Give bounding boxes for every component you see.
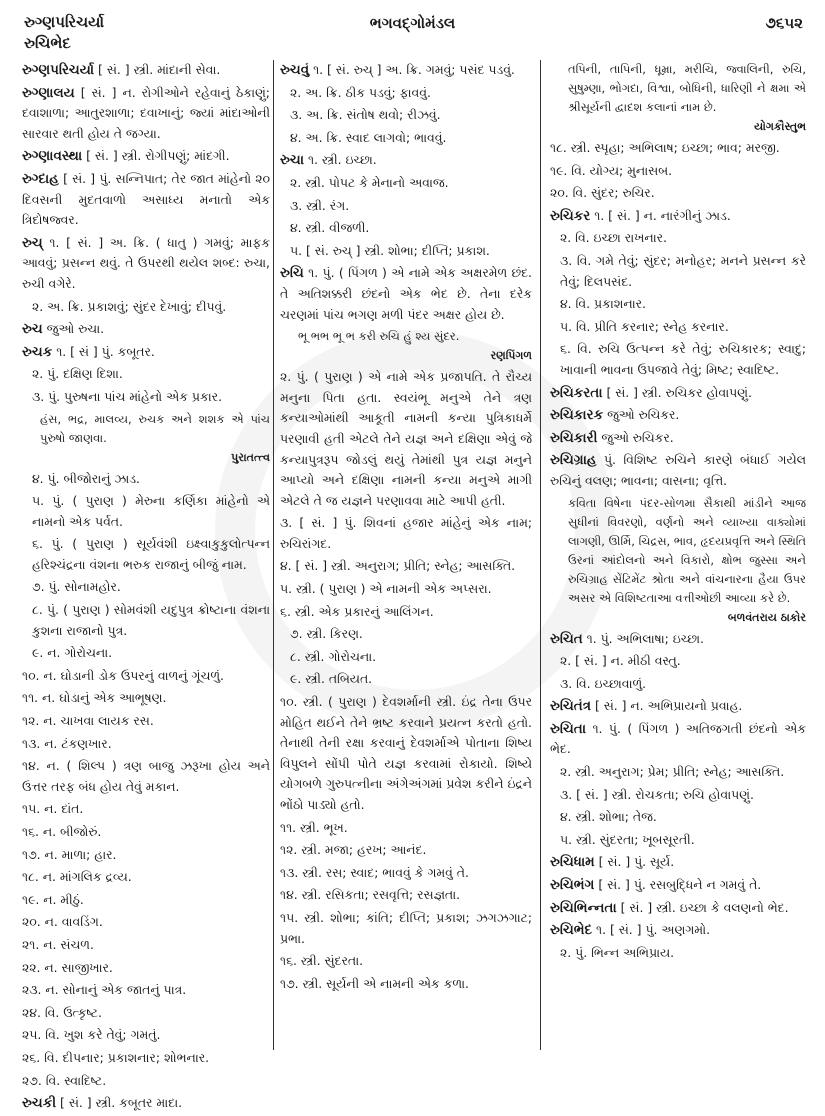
entry-sense <box>22 1048 270 1069</box>
entry-sense <box>22 845 270 866</box>
citation-source: યોગકૌસ્તુભ <box>754 120 806 133</box>
entry-sense <box>550 762 806 783</box>
column-divider <box>540 60 541 1050</box>
entry-sense <box>550 138 806 159</box>
entry-sense <box>280 579 532 600</box>
definition-text: ૧૮. ન. માંગલિક દ્રવ્ય. <box>22 869 132 885</box>
headword: રુચિત <box>550 630 583 647</box>
definition-text: [ સં. ] સ્ત્રી. કબૂતર માદા. <box>60 1095 183 1111</box>
definition-text: ૧. [ સં. ] પું. અણગમો. <box>596 922 711 938</box>
entry-sense <box>280 624 532 645</box>
definition-text: પું. વિશિષ્ટ રુચિને કારણે બંધાઈ ગયેલ રુચિનું વલણ; ભાવના; વાસના; વૃત્તિ. <box>550 452 806 488</box>
definition-text: તપિની, તાપિની, ધૂમ્રા, મરીચિ, જ્વાલિની, રુચિ, સુષુમ્ણા, ભોગદા, વિશ્વા, બોધિની, ધારિણી ને ક્ષમા એ શ્રીસૂર્યની દ્વાદશ કલાનાં નામ છે. <box>568 62 806 114</box>
headword: રુગ્ણાવસ્થા <box>22 148 83 165</box>
entry-sense <box>22 387 270 408</box>
definition-text: ૧૨. ન. ચાખવા લાયક રસ. <box>22 713 154 729</box>
citation-quote <box>550 494 806 627</box>
dictionary-entry <box>22 169 270 231</box>
entry-sense <box>22 577 270 598</box>
dictionary-entry <box>550 719 806 760</box>
entry-sense <box>22 711 270 732</box>
definition-text: ૫. [ સં. રુચ્ ] સ્ત્રી. શોભા; દીપ્તિ; પ્રકાશ. <box>290 242 490 258</box>
entry-sense <box>22 867 270 888</box>
definition-text: [ સં. ] સ્ત્રી. ઇચ્છા કે વલણનો ભેદ. <box>620 899 789 915</box>
dictionary-entry <box>550 920 806 941</box>
definition-text: જુઓ રુચા. <box>46 321 105 337</box>
definition-text: [ સં. ] પું. સૂર્ય. <box>598 854 675 870</box>
definition-text: ૪. વિ. પ્રકાશનાર. <box>560 296 646 312</box>
definition-text: જુઓ રુચિકર. <box>607 407 680 423</box>
definition-text: ૧૪. સ્ત્રી. રસિકતા; રસવૃત્તિ; રસજ્ઞતા. <box>280 887 461 903</box>
headword: રુચા <box>280 152 305 169</box>
headword: રુચિગ્રાહ <box>550 452 597 469</box>
definition-text: ૨૦. ન. વાવડિંગ. <box>22 914 103 930</box>
definition-text: ૪. સ્ત્રી. વીજળી. <box>290 220 370 236</box>
definition-text: ૪. સ્ત્રી. શોભા; તેજ. <box>560 809 657 825</box>
headword: રુચિકારી <box>550 429 598 446</box>
definition-text: [ સં. ] સ્ત્રી. રોગીપણું; માંદગી. <box>86 148 230 164</box>
definition-text: ૯. સ્ત્રી. તબિયત. <box>290 671 373 687</box>
dictionary-column-1 <box>22 60 270 1116</box>
definition-text: ૬. સ્ત્રી. એક પ્રકારનું આલિંગન. <box>280 603 434 619</box>
definition-text: ૨૫. વિ. ખુશ કરે તેવું; ગમતું. <box>22 1027 161 1043</box>
entry-sense <box>22 1003 270 1024</box>
definition-text: ૧. પું. અભિલાષા; ઇચ્છા. <box>586 630 704 646</box>
headword: રુચિતા <box>550 720 587 737</box>
entry-sense <box>280 367 532 511</box>
dictionary-entry <box>22 1093 270 1114</box>
guide-word-last: રુચિભેદ <box>24 34 71 52</box>
entry-sense <box>280 908 532 949</box>
citation-quote <box>22 410 270 467</box>
definition-text: ૨૨. ન. સાજીખાર. <box>22 959 113 975</box>
definition-text: ૧૦. ન. ઘોડાની ડોક ઉપરનું વાળનું ગૂંચળું. <box>22 667 224 683</box>
definition-text: ૨૭. વિ. સ્વાદિષ્ટ. <box>22 1072 107 1088</box>
definition-text: ૨. પું. ( પુરાણ ) એ નામે એક પ્રજાપતિ. તે રૌચ્ય મનુના પિતા હતા. સ્વયંભૂ મનુએ તેને ત્રણ કન્યાઓમાંથી આકૂતી નામની કન્યા પુત્રિકાધર્મે પરણાવી હતી એટલે તેને યજ્ઞ અને દક્ષિણા એવું જે કન્યાપુત્રરૂપ જોડલું થયું તેમાંથી પુત્ર યજ્ઞ મનુને આપ્યો અને દક્ષિણા નામની કન્યા મનુએ માગી એટલે તે જ યજ્ઞને પરણાવવા માટે આપી હતી. <box>280 369 532 508</box>
entry-sense <box>22 799 270 820</box>
citation-quote <box>280 327 532 365</box>
dictionary-entry <box>22 342 270 363</box>
headword: રુચિભેદ <box>550 922 593 939</box>
definition-text: ૧. [ સં. ] અ. ક્રિ. ( ધાતુ ) ગમવું; માફક આવવું; પ્રસન્ન થવું. તે ઉપરથી થયેલ શબ્દ: રુચા, રુચી વગેરે. <box>22 234 270 291</box>
headword: રુચિકર <box>550 207 591 224</box>
definition-text: ૧. [ સં. ] ન. નારંગીનું ઝાડ. <box>594 207 731 223</box>
definition-text: ૧૯. ન. મીઠું. <box>22 891 84 907</box>
entry-sense <box>280 128 532 149</box>
book-title: ભગવદ્ગોમંડલ <box>369 14 456 32</box>
dictionary-entry <box>550 206 806 227</box>
headword: રુચ્ <box>22 234 43 251</box>
definition-text: ૧૮. સ્ત્રી. સ્પૃહા; અભિલાષ; ઇચ્છા; ભાવ; મરજી. <box>550 140 780 155</box>
definition-text: ૧. [ સં. રુચ્ ] અ. ક્રિ. ગમવું; પસંદ પડવું. <box>313 62 515 77</box>
entry-sense <box>22 600 270 641</box>
entry-sense <box>280 83 532 104</box>
definition-text: ૧. સ્ત્રી. ઇચ્છા. <box>307 152 377 168</box>
citation-source: પુરાતત્ત્વ <box>231 450 270 464</box>
entry-sense <box>280 692 532 816</box>
definition-text: ૧૫. ન. દાંત. <box>22 801 84 817</box>
dictionary-entry <box>550 875 806 896</box>
entry-sense <box>550 651 806 672</box>
dictionary-entry <box>550 898 806 919</box>
entry-sense <box>280 196 532 217</box>
definition-text: ૨. અ. ક્રિ. પ્રકાશવું; સુંદર દેખાવું; દીપવું. <box>32 298 227 314</box>
definition-text: કવિતા વિષેના પંદર-સોળમા સૈકાથી માંડીને આજ સુધીનાં વિવરણો, વર્ણનો અને વ્યાખ્યા વાક્યોમાં લાગણી, ઊર્મિ, ચિદ્રસ, ભાવ, હૃદયપ્રવૃત્તિ અને સ્થિતિ ઉરનાં આંદોલનો અને વિકારો, ક્ષોભ જુસ્સા અને રુચિગ્રાહ સેંટિમેંટ શ્રોતા અને વાંચનારના હૈયા ઉપર અસર એ વિશિષ્ટતાઆ વત્તીઓછી આવ્યા કરે છે. <box>568 495 806 605</box>
entry-sense <box>280 863 532 884</box>
definition-text: ૧૦. સ્ત્રી. ( પુરાણ ) દેવશર્માની સ્ત્રી. ઇંદ્ર તેના ઉપર મોહિત થઈને તેને ભ્રષ્ટ કરવાને પ્રયત્ન કરતો હતો. તેનાથી તેની રક્ષા કરવાનું દેવશર્માએ પોતાના શિષ્ય વિપુલને સોંપી પોતે યજ્ઞ કરવામાં રોકાયો. શિષ્યે યોગબળે ગુરુપત્નીના અંગેઅંગમાં પ્રવેશ કરીને ઇંદ્રને ભોંઠો પાડ્યો હતો. <box>280 694 532 812</box>
entry-sense <box>550 339 806 380</box>
headword: રુગ્ણપરિચર્યા <box>22 62 95 78</box>
dictionary-entry <box>550 405 806 426</box>
definition-text: [ સં. ] ન. રોગીઓને રહેવાનું ઠેકાણું; દવાશાળા; આતુરશાળા; દવાખાનું; જ્યાં માંદાઓની સારવાર થતી હોય તે જગ્યા. <box>22 84 270 141</box>
entry-sense <box>22 491 270 532</box>
definition-text: ૫. વિ. પ્રીતિ કરનાર; સ્નેહ કરનાર. <box>560 318 729 334</box>
definition-text: ૨. અ. ક્રિ. ઠીક પડવું; ફાવવું. <box>290 84 431 100</box>
dictionary-entry <box>280 60 532 81</box>
entry-sense <box>22 958 270 979</box>
entry-sense <box>22 469 270 490</box>
entry-sense <box>550 161 806 182</box>
definition-text: ૩. વિ. ગમે તેવું; સુંદર; મનોહર; મનને પ્રસન્ન કરે તેવું; દિલપસંદ. <box>560 252 806 289</box>
definition-text: ૮. સ્ત્રી. ગોરોચના. <box>290 648 377 664</box>
definition-text: ૧૩. સ્ત્રી. રસ; સ્વાદ; ભાવવું કે ગમવું તે. <box>280 864 469 880</box>
dictionary-entry <box>22 146 270 167</box>
entry-sense <box>550 785 806 806</box>
dictionary-entry <box>550 383 806 404</box>
definition-text: [ સં. ] ન. અભિપ્રાયનો પ્રવાહ. <box>594 698 743 714</box>
definition-text: ૧૯. વિ. યોગ્ય; મુનાસબ. <box>550 162 673 178</box>
definition-text: ૩. [ સં. ] પું. શિવનાં હજાર માંહેનું એક નામ; રુચિરાંગદ. <box>280 515 532 551</box>
entry-sense <box>22 666 270 687</box>
entry-sense <box>280 669 532 690</box>
citation-source: બળવંતરાય ઠાકોર <box>727 610 806 624</box>
definition-text: ૧૪. ન. ( શિલ્પ ) ત્રણ બાજુ ઝરૂખા હોય અને ઉત્તર તરફ બંધ હોય તેવું મકાન. <box>22 758 270 794</box>
definition-text: ૬. પું. ( પુરાણ ) સૂર્યવંશી ઇક્ષ્વાકુકુલોત્પન્ન હરિશ્ચંદ્રના વંશના ભરુક રાજાનું બીજું નામ. <box>32 536 270 572</box>
definition-text: [ સં. ] સ્ત્રી. રુચિકર હોવાપણું. <box>606 384 752 400</box>
dictionary-entry <box>22 233 270 295</box>
entry-sense <box>22 643 270 664</box>
entry-sense <box>22 1025 270 1046</box>
definition-text: [ સં. ] પું. સન્નિપાત; તેર જાત માંહેનો ૨૦ દિવસની મુદતવાળો અસાધ્ય મનાતો એક ત્રિદોષજ્વર. <box>22 170 270 228</box>
definition-text: [ સં. ] સ્ત્રી. માંદાની સેવા. <box>98 62 221 77</box>
entry-sense <box>280 840 532 861</box>
definition-text: ૪. [ સં. ] સ્ત્રી. અનુરાગ; પ્રીતિ; સ્નેહ; આસક્તિ. <box>280 558 516 574</box>
entry-sense <box>280 885 532 906</box>
definition-text: ૧૭. ન. માળા; હાર. <box>22 846 117 862</box>
definition-text: ૯. ન. ગોરોચના. <box>32 645 113 661</box>
entry-sense <box>280 173 532 194</box>
definition-text: ૧૭. સ્ત્રી. સૂર્યની એ નામની એક કળા. <box>280 975 469 991</box>
entry-sense <box>280 818 532 839</box>
definition-text: ૩. અ. ક્રિ. સંતોષ થવો; રીઝવું. <box>290 107 441 123</box>
definition-text: હંસ, ભદ્ર, માલવ્ય, રુચક અને શશક એ પાંચ પુરુષો જાણવા. <box>40 411 270 445</box>
definition-text: ૨. સ્ત્રી. પોપટ કે મેનાનો અવાજ. <box>290 174 449 190</box>
dictionary-entry <box>22 83 270 145</box>
entry-sense <box>280 105 532 126</box>
entry-sense <box>22 688 270 709</box>
headword: રુચિકરતા <box>550 384 603 401</box>
headword: રુગ્ણાલય <box>22 84 75 101</box>
entry-sense <box>280 974 532 995</box>
definition-text: ૧. પું. ( પિંગળ ) એ નામે એક અક્ષરમેળ છંદ. તે અતિશક્કરી છંદનો એક ભેદ છે. તેના દરેક ચરણમાં પાંચ ભગણ મળી પંદર અક્ષર હોય છે. <box>280 265 532 322</box>
definition-text: ૫. પું. ( પુરાણ ) મેરુના કર્ણિકા માંહેનો એ નામનો એક પર્વત. <box>32 493 270 529</box>
definition-text: ૧૨. સ્ત્રી. મજા; હરખ; આનંદ. <box>280 842 427 858</box>
definition-text: ૧૫. સ્ત્રી. શોભા; કાંતિ; દીપ્તિ; પ્રકાશ; ઝગઝગાટ; પ્રભા. <box>280 909 532 946</box>
definition-text: ૨૧. ન. સંચળ. <box>22 936 94 952</box>
definition-text: ૨૩. ન. સોનાનું એક જાતનું પાત્ર. <box>22 982 187 998</box>
entry-sense <box>22 822 270 843</box>
definition-text: ૪. અ. ક્રિ. સ્વાદ લાગવો; ભાવવું. <box>290 129 447 145</box>
citation-quote <box>550 60 806 136</box>
definition-text: ૧૩. ન. ટંકણખાર. <box>22 735 112 751</box>
entry-sense <box>22 534 270 575</box>
definition-text: ભૂ ભભ ભૂ ભ કરી રુચિ હું શ્ય સુંદર. <box>298 329 460 344</box>
definition-text: ૧. પું. ( પિંગળ ) અતિજગતી છંદનો એક ભેદ. <box>550 720 806 757</box>
headword: રુચિ <box>280 265 304 282</box>
definition-text: ૫. સ્ત્રી. સુંદરતા; ખૂબસૂરતી. <box>560 831 695 847</box>
dictionary-column-3 <box>550 60 806 965</box>
headword: રુચિકારક <box>550 407 604 424</box>
entry-sense <box>22 297 270 318</box>
entry-sense <box>280 647 532 668</box>
headword: રુચિધામ <box>550 854 595 871</box>
entry-sense <box>22 734 270 755</box>
dictionary-entry <box>22 60 270 81</box>
definition-text: ૬. વિ. રુચિ ઉત્પન્ન કરે તેવું; રુચિકારક; સ્વાદુ; ખાવાની ભાવના ઉપજાવે તેવું; મિષ્ટ; સ્વાદિષ્ટ. <box>560 341 806 377</box>
entry-sense <box>22 1071 270 1092</box>
headword: રુચકી <box>22 1095 57 1112</box>
headword: રુચ <box>22 321 43 338</box>
dictionary-entry <box>550 629 806 650</box>
definition-text: ૪. પું. બીજોરાનું ઝાડ. <box>32 470 140 486</box>
dictionary-entry <box>550 428 806 449</box>
entry-sense <box>550 251 806 292</box>
entry-sense <box>280 951 532 972</box>
column-divider <box>273 60 274 1050</box>
definition-text: ૧. [ સં ] પું. કબૂતર. <box>56 343 155 359</box>
guide-word-first: રુગ્ણપરિચર્યા <box>24 13 105 31</box>
entry-sense <box>280 218 532 239</box>
entry-sense <box>550 183 806 204</box>
entry-sense <box>22 890 270 911</box>
definition-text: જુઓ રુચિકર. <box>601 429 674 445</box>
dictionary-entry <box>280 150 532 171</box>
citation-source: રણપિંગળ <box>490 349 532 363</box>
definition-text: ૨. [ સં. ] ન. મીઠી વસ્તુ. <box>560 653 681 669</box>
entry-sense <box>22 980 270 1001</box>
entry-sense <box>22 756 270 797</box>
definition-text: ૩. વિ. ઇચ્છાવાળું. <box>560 675 647 691</box>
definition-text: ૧૧. ન. ઘોડાનું એક આભૂષણ. <box>22 690 167 706</box>
definition-text: ૧૬. સ્ત્રી. સુંદરતા. <box>280 953 364 969</box>
definition-text: ૩. [ સં. ] સ્ત્રી. રોચકતા; રુચિ હોવાપણું. <box>560 786 754 802</box>
entry-sense <box>22 364 270 385</box>
definition-text: ૭. સ્ત્રી. કિરણ. <box>290 626 363 642</box>
dictionary-entry <box>550 696 806 717</box>
headword: રુચિભિન્નતા <box>550 899 617 916</box>
entry-sense <box>550 830 806 851</box>
dictionary-entry <box>550 852 806 873</box>
definition-text: ૧૬. ન. બીજોરું. <box>22 824 102 839</box>
entry-sense <box>550 674 806 695</box>
entry-sense <box>280 602 532 623</box>
entry-sense <box>550 228 806 249</box>
headword: રુચક <box>22 343 53 360</box>
headword: રુચવું <box>280 62 310 78</box>
entry-sense <box>22 935 270 956</box>
dictionary-entry <box>280 263 532 325</box>
headword: રુચિભંગ <box>550 877 595 894</box>
definition-text: ૨. પું. ભિન્ન અભિપ્રાય. <box>560 944 675 960</box>
definition-text: ૧૧. સ્ત્રી. ભૂખ. <box>280 819 348 835</box>
definition-text: ૨. પું. દક્ષિણ દિશા. <box>32 366 123 382</box>
entry-sense <box>550 294 806 315</box>
dictionary-entry <box>22 319 270 340</box>
definition-text: ૨. વિ. ઇચ્છા રાખનાર. <box>560 230 667 246</box>
entry-sense <box>280 241 532 262</box>
definition-text: ૮. પું. ( પુરાણ ) સોમવંશી યદુપુત્ર ક્રોષ્ટાના વંશના કુશના રાજાનો પુત્ર. <box>32 602 270 638</box>
definition-text: ૨૪. વિ. ઉત્કૃષ્ટ. <box>22 1004 102 1020</box>
definition-text: ૩. પું. પુરુષના પાંચ માંહેનો એક પ્રકાર. <box>32 388 223 404</box>
entry-sense <box>550 807 806 828</box>
definition-text: ૨૬. વિ. દીપનાર; પ્રકાશનાર; શોભનાર. <box>22 1049 210 1065</box>
dictionary-column-2 <box>280 60 532 996</box>
headword: રુગ્દાહ <box>22 170 59 187</box>
definition-text: [ સં. ] પું. રસબુદ્ધિને ન ગમવું તે. <box>598 877 762 893</box>
headword: રુચિતંત્ર <box>550 698 591 715</box>
dictionary-entry <box>550 450 806 491</box>
definition-text: ૭. પું. સોનામહોર. <box>32 579 121 595</box>
page-number: ૭૬૫૨ <box>765 14 803 32</box>
definition-text: ૨૦. વિ. સુંદર; રુચિર. <box>550 185 655 201</box>
entry-sense <box>280 513 532 554</box>
entry-sense <box>550 317 806 338</box>
definition-text: ૨. સ્ત્રી. અનુરાગ; પ્રેમ; પ્રીતિ; સ્નેહ; આસક્તિ. <box>560 764 785 780</box>
definition-text: ૫. સ્ત્રી. ( પુરાણ ) એ નામની એક અપ્સરા. <box>280 581 492 597</box>
entry-sense <box>550 943 806 964</box>
entry-sense <box>280 556 532 577</box>
entry-sense <box>22 912 270 933</box>
definition-text: ૩. સ્ત્રી. રંગ. <box>290 197 350 213</box>
